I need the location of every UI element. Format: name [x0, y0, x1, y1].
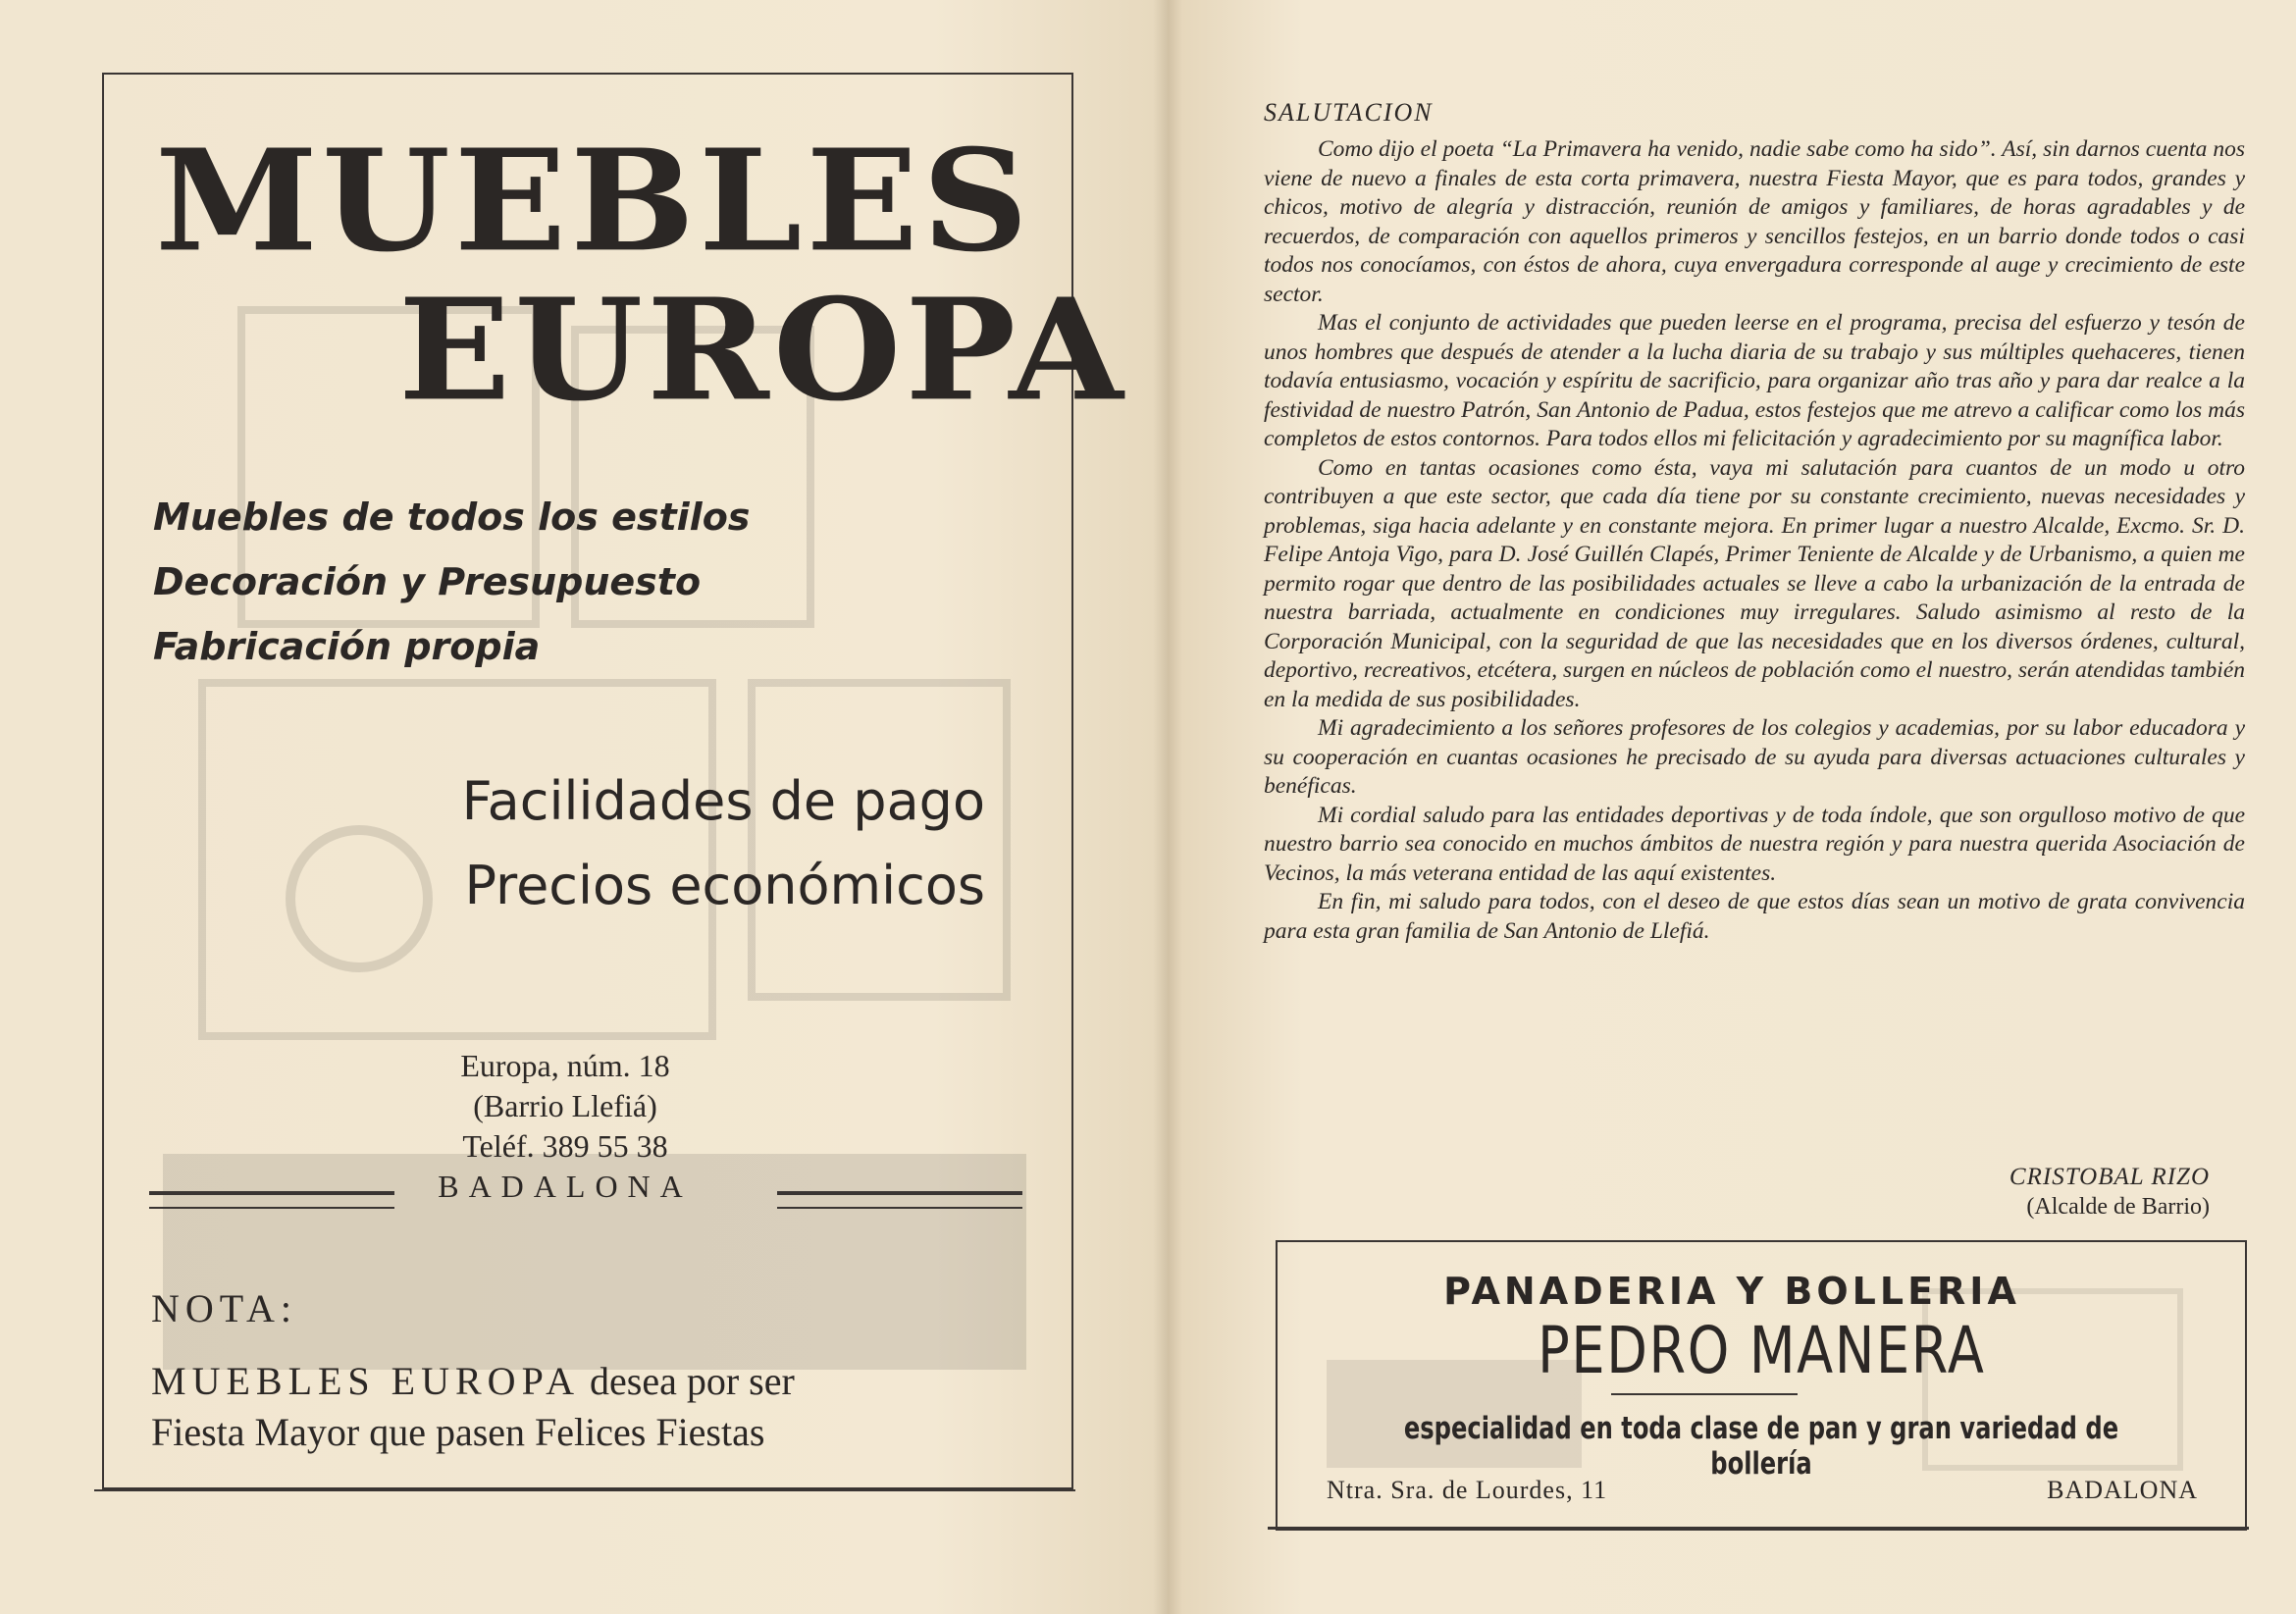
- article-paragraph: Como en tantas ocasiones como ésta, vaya mi salutación para cuantos de un modo u otro contribuyen a que este sector, que cada día tiene por su constante crecimiento, nuevas necesidades y problemas, siga hacia adelante y en constante mejora. En primer lugar a nuestro Alcalde, Excmo. Sr. D. Felipe Antoja Vigo, para D. José Guillén Clapés, Primer Teniente de Alcalde y de Urbanismo, a quien me permito rogar que dentro de las posibilidades actuales se lleve a cabo la urbanización de la entrada de nuestra barriada, actualmente en condiciones muy irregulares. Saludo asimismo al resto de la Corporación Municipal, con la seguridad de que las necesidades que en los diversos órdenes, cultural, deportivo, recreativos, etcétera, surgen en núcleos de población como el nuestro, serán atendidas también en la medida de sus posibilidades.: [1264, 454, 2245, 712]
- address-city: BADALONA: [438, 1169, 693, 1204]
- address-phone: Teléf. 389 55 38: [462, 1128, 668, 1164]
- ad-bottom-rule: [94, 1489, 1075, 1491]
- offer-item: Precios económicos: [464, 855, 985, 916]
- bakery-bottom-rule: [1268, 1527, 2249, 1530]
- double-rule-right: [777, 1191, 1022, 1209]
- brand-line-1: MUEBLES: [155, 119, 1033, 284]
- bakery-name: [1278, 1313, 2245, 1388]
- bakery-address: Ntra. Sra. de Lourdes, 11: [1327, 1476, 1608, 1504]
- article-title: SALUTACION: [1264, 98, 1434, 127]
- nota-line2: Fiesta Mayor que pasen Felices Fiestas: [151, 1410, 765, 1454]
- bakery-name-underline: [1611, 1393, 1798, 1395]
- article-paragraph: Como dijo el poeta “La Primavera ha venido, nadie sabe como ha sido”. Así, sin darnos cuenta nos viene de nuevo a finales de esta corta primavera, nuestra Fiesta Mayor, que es para todos, grandes y chicos, motivo de alegría y distracción, reunión de amigos y familiares, de horas agradables y de recuerdos, de comparación con aquellos primeros y sencillos festejos, en un barrio donde todos o casi todos nos conocíamos, con éstos de ahora, cuya envergadura corresponde al auge y crecimiento de este sector.: [1264, 136, 2245, 307]
- nota-line1: desea por ser: [580, 1359, 795, 1403]
- store-address: [428, 1046, 703, 1207]
- feature-list: [153, 485, 750, 679]
- bakery-ad: [1276, 1240, 2247, 1531]
- article-paragraph: Mi cordial saludo para las entidades deportivas y de toda índole, que son orgulloso motivo de que nuestro barrio sea conocido en muchos ámbitos de nuestra región y para nuestra querida Asociación de Vecinos, la más veterana entidad de las aquí existentes.: [1264, 802, 2245, 886]
- signature-role: (Alcalde de Barrio): [2026, 1194, 2210, 1220]
- bakery-title: PANADERIA Y BOLLERIA: [1443, 1270, 2020, 1313]
- address-street: Europa, núm. 18: [460, 1048, 670, 1083]
- address-district: (Barrio Llefiá): [473, 1088, 657, 1123]
- article-paragraph: En fin, mi saludo para todos, con el deseo de que estos días sean un motivo de grata convivencia para esta gran familia de San Antonio de Llefiá.: [1264, 889, 2245, 944]
- muebles-europa-ad: [102, 73, 1127, 1489]
- bakery-specialty-text: especialidad en toda clase de pan y gran variedad de bollería: [1403, 1411, 2119, 1482]
- nota-brand: MUEBLES EUROPA: [151, 1359, 581, 1403]
- signature-name: CRISTOBAL RIZO: [2009, 1164, 2210, 1190]
- nota-title: NOTA:: [151, 1286, 298, 1330]
- feature-item: Fabricación propia: [153, 625, 541, 668]
- article-paragraph: Mi agradecimiento a los señores profesores de los colegios y academias, por su labor educadora y su cooperación en cuantas ocasiones he precisado de su ayuda para diversas actuaciones culturales y benéficas.: [1264, 715, 2245, 799]
- bakery-name-text: PEDRO MANERA: [1537, 1313, 1986, 1388]
- right-page: [1168, 0, 2296, 1614]
- feature-item: Decoración y Presupuesto: [153, 560, 702, 603]
- article-paragraph: Mas el conjunto de actividades que pueden leerse en el programa, precisa del esfuerzo y tesón de unos hombres que después de atender a la lucha diaria de su trabajo y sus múltiples quehaceres, tienen todavía entusiasmo, vocación y espíritu de sacrificio, para organizar año tras año y para dar realce a la festividad de nuestro Patrón, San Antonio de Padua, estos festejos que me atrevo a calificar como los más completos de estos contornos. Para todos ellos mi felicitación y agradecimiento por su magnífica labor.: [1264, 310, 2245, 451]
- offer-item: Facilidades de pago: [461, 770, 985, 832]
- article-body: [1264, 135, 2245, 946]
- book-gutter: [1153, 0, 1182, 1614]
- brand-line-2: EUROPA: [398, 268, 1127, 433]
- bakery-specialty: [1278, 1411, 2245, 1482]
- bakery-city: BADALONA: [2047, 1476, 2198, 1504]
- double-rule-left: [149, 1191, 394, 1209]
- feature-item: Muebles de todos los estilos: [153, 495, 751, 539]
- offer-list: [396, 759, 985, 928]
- nota-body: [151, 1356, 795, 1458]
